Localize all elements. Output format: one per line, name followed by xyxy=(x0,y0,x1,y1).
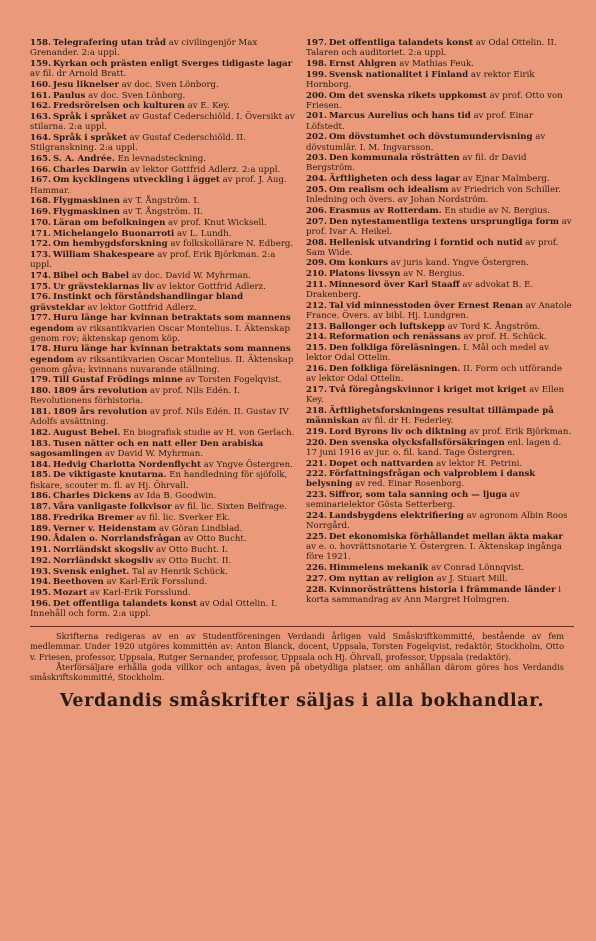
entry-details: av agronom Albin Roos Norrgård. xyxy=(306,511,568,532)
entry-number: 185. xyxy=(30,470,51,481)
entry-details: av prof. Einar Löfstedt. xyxy=(306,111,534,132)
entry-number: 159. xyxy=(30,58,51,69)
entry-number: 227. xyxy=(306,573,327,584)
catalog-entry xyxy=(306,217,574,237)
entry-details: av prof. H. Schück. xyxy=(460,332,547,343)
entry-title: Flygmaskinen xyxy=(52,207,120,218)
catalog-entry xyxy=(30,112,298,132)
entry-details: av riksantikvarien Oscar Montelius. II. Äktenskap genom gåva; kvinnans nuvarande ställning. xyxy=(30,354,294,375)
catalog-entry xyxy=(30,439,298,459)
entry-number: 197. xyxy=(306,38,327,48)
catalog-entry xyxy=(30,428,298,438)
entry-details: Tal av Henrik Schück. xyxy=(129,566,228,577)
entry-title: Den folkliga föreläsningen. xyxy=(328,364,461,375)
entry-title: Fredsrörelsen och kulturen xyxy=(52,101,185,112)
entry-title: Den svenska olycksfallsförsäkringen xyxy=(328,437,505,448)
entry-details: II. Form och utförande av lektor Odal Ottelin. xyxy=(306,364,563,385)
catalog-entry xyxy=(306,206,574,216)
entry-details: av Yngve Östergren. xyxy=(201,459,293,470)
entry-title: Himmelens mekanik xyxy=(328,563,429,574)
entry-details: av Gustaf Cederschiöld. II. Stilgranskning. 2:a uppl. xyxy=(30,132,246,154)
left-column xyxy=(30,38,298,620)
entry-number: 171. xyxy=(30,228,51,239)
entry-number: 203. xyxy=(306,153,327,164)
entry-title: Siffror, som tala sanning och — ljuga xyxy=(328,490,508,501)
entry-title: Verner v. Heidenstam xyxy=(52,523,157,534)
entry-details: av T. Ångström. I. xyxy=(120,196,200,207)
entry-number: 192. xyxy=(30,555,51,566)
entry-title: Svensk nationalitet i Finland xyxy=(328,69,469,80)
catalog-entry xyxy=(306,343,574,363)
entry-details: av e. o. hovrättsnotarie Y. Östergren. I. Äktenskap ingånga före 1921. xyxy=(306,542,563,563)
entry-title: Tusen nätter och en natt eller Den arabiska sagosamlingen xyxy=(30,438,264,459)
catalog-entry xyxy=(30,513,298,523)
entry-number: 226. xyxy=(306,563,327,574)
entry-number: 190. xyxy=(30,534,51,545)
entry-details: En handledning för sjöfolk, fiskare, scouter m. fl. av Hj. Öhrvall. xyxy=(30,470,288,491)
entry-number: 196. xyxy=(30,598,51,609)
entry-details: av doc. Sven Lönborg. xyxy=(118,79,219,90)
entry-details: enl. lagen d. 17 juni 1916 av jur. o. fil. kand. Tage Östergren. xyxy=(306,437,562,458)
catalog-entry xyxy=(30,282,298,292)
entry-title: Språk i språket xyxy=(52,132,127,143)
catalog-entry xyxy=(30,239,298,249)
catalog-entry xyxy=(30,556,298,566)
entry-number: 179. xyxy=(30,375,51,386)
entry-details: av prof. Erik Björkman. 2:a uppl. xyxy=(30,250,276,271)
entry-title: Lord Byrons liv och diktning xyxy=(328,426,467,437)
entry-details: av fil. lic. Sixten Belfrage. xyxy=(171,502,287,513)
catalog-entry xyxy=(306,38,574,58)
catalog-entry xyxy=(306,280,574,300)
catalog-entry xyxy=(30,271,298,281)
entry-details: av Torsten Fogelqvist. xyxy=(182,375,282,386)
catalog-entry xyxy=(30,207,298,217)
entry-title: Erasmus av Rotterdam. xyxy=(328,205,442,216)
entry-title: Om nyttan av religion xyxy=(328,573,434,584)
entry-details: av fil. dr H. Federley. xyxy=(359,416,454,427)
catalog-entry xyxy=(30,80,298,90)
entry-title: Kvinnorösträttens historia i främmande länder xyxy=(328,584,556,595)
catalog-entry xyxy=(30,407,298,427)
entry-details: av prof. Ivar A. Heikel. xyxy=(306,216,572,237)
divider xyxy=(30,626,574,627)
catalog-entry xyxy=(306,269,574,279)
catalog-entry xyxy=(306,490,574,510)
catalog-entry xyxy=(306,301,574,321)
catalog-entry xyxy=(306,563,574,573)
entry-details: av Otto Bucht. xyxy=(180,534,247,545)
catalog-entry xyxy=(30,588,298,598)
entry-title: Våra vanligaste folkvisor xyxy=(52,502,172,513)
entry-title: Om realism och idealism xyxy=(328,184,449,195)
entry-details: av Mathias Feuk. xyxy=(396,58,474,69)
entry-details: av fil. dr Arnold Bratt. xyxy=(30,69,127,80)
entry-details: av fil. lic. Sverker Ek. xyxy=(133,512,230,523)
entry-title: Om kycklingens utveckling i ägget xyxy=(52,175,220,186)
entry-number: 181. xyxy=(30,407,51,418)
entry-number: 221. xyxy=(306,458,327,469)
entry-number: 182. xyxy=(30,428,51,439)
entry-number: 207. xyxy=(306,216,327,227)
notice-paragraph-1: Skrifterna redigeras av en av Studentföreningen Verdandi årligen vald Småskriftkommitté, bestående av fem medlemmar. Under 1920 utgöres kommittén av: Anton Blanck, docent, Uppsala, Torsten Fogelqvist, redaktör, Stockholm, Otto v. Friesen, professor, Uppsala, Rutger Sernander, professor, Uppsala och Hj. Öhrvall, professor, Uppsala (redaktör). xyxy=(30,630,564,662)
entry-details: av T. Ångström. II. xyxy=(120,207,203,218)
entry-title: Norrländskt skogsliv xyxy=(52,555,154,566)
entry-title: Kyrkan och prästen enligt Sverges tidigaste lagar xyxy=(52,58,293,69)
entry-details: av Odal Ottelin. II. Talaren och auditoriet. 2:a uppl. xyxy=(306,38,557,59)
entry-details: En levnadsteckning. xyxy=(114,153,207,164)
catalog-entry xyxy=(30,375,298,385)
catalog-entry xyxy=(306,459,574,469)
catalog-entry xyxy=(30,38,298,58)
entry-title: Ballonger och luftskepp xyxy=(328,321,445,332)
catalog-entry xyxy=(306,59,574,69)
catalog-entry xyxy=(30,313,298,343)
entry-title: Bibel och Babel xyxy=(52,270,129,281)
entry-details: av riksantikvarien Oscar Montelius. I. Äktenskap genom rov; äktenskap genom köp. xyxy=(30,323,290,344)
entry-number: 184. xyxy=(30,459,51,470)
entry-title: Huru länge har kvinnan betraktats som mannens egendom xyxy=(30,344,291,365)
catalog-entry xyxy=(30,524,298,534)
entry-details: av advokat B. E. Drakenberg. xyxy=(306,279,534,301)
entry-details: av prof. Otto von Friesen. xyxy=(306,90,563,111)
entry-number: 187. xyxy=(30,502,51,513)
entry-number: 220. xyxy=(306,437,327,448)
entry-number: 224. xyxy=(306,511,327,522)
entry-title: Den nytestamentliga textens ursprungliga form xyxy=(328,216,559,227)
entry-title: Den folkliga föreläsningen. xyxy=(328,343,461,354)
entry-details: i korta sammandrag av Ann Margret Holmgren. xyxy=(306,584,562,605)
entry-title: Ernst Ahlgren xyxy=(328,58,397,69)
committee-notice xyxy=(30,631,574,683)
entry-number: 191. xyxy=(30,545,51,556)
entry-title: Till Gustaf Frödings minne xyxy=(52,375,183,386)
entry-number: 194. xyxy=(30,577,51,588)
entry-details: av L. Lundh. xyxy=(174,228,232,239)
entry-number: 175. xyxy=(30,281,51,292)
entry-number: 186. xyxy=(30,491,51,502)
entry-details: av rektor Eirik Hornborg. xyxy=(306,69,535,90)
catalog-entry xyxy=(306,70,574,90)
catalog-entry xyxy=(30,386,298,406)
catalog-entry xyxy=(30,91,298,101)
catalog-entry xyxy=(306,511,574,531)
catalog-entry xyxy=(30,344,298,374)
entry-title: Det offentliga talandets konst xyxy=(328,38,474,48)
entry-title: Huru länge har kvinnan betraktats som mannens egendom xyxy=(30,313,291,334)
entry-number: 165. xyxy=(30,153,51,164)
entry-details: av seminarielektor Gösta Setterberg. xyxy=(306,490,520,511)
catalog-entry xyxy=(306,406,574,426)
catalog-entry xyxy=(30,470,298,490)
entry-number: 176. xyxy=(30,292,51,303)
entry-number: 219. xyxy=(306,426,327,437)
entry-number: 208. xyxy=(306,237,327,248)
catalog-entry xyxy=(306,585,574,605)
notice-paragraph-2: Återförsäljare erhålla goda villkor och antagas, även på obetydliga platser, om anhållan därom göres hos Verdandis småskriftskommitté, Stockholm. xyxy=(30,661,564,683)
entry-title: Beethoven xyxy=(52,577,104,588)
catalog-entry xyxy=(306,91,574,111)
entry-title: Den kommunala rösträtten xyxy=(328,153,460,164)
entry-number: 205. xyxy=(306,184,327,195)
entry-title: Om dövstumhet och dövstumundervisning xyxy=(328,132,533,143)
catalog-entry xyxy=(30,502,298,512)
entry-details: av David W. Myhrman. xyxy=(102,448,204,459)
catalog-entry xyxy=(306,385,574,405)
catalog-entry xyxy=(306,322,574,332)
entry-details: av Ejnar Malmberg. xyxy=(460,174,550,185)
entry-details: av Odal Ottelin. I. Innehåll och form. 2:a uppl. xyxy=(30,598,278,619)
entry-number: 188. xyxy=(30,512,51,523)
entry-details: av prof. Erik Björkman. xyxy=(466,426,572,437)
entry-details: av prof. Nils Edén. II. Gustav IV Adolfs avsättning. xyxy=(30,407,289,428)
catalog-entry xyxy=(306,532,574,562)
entry-details: av doc. David W. Myhrman. xyxy=(128,270,251,281)
entry-details: av prof. Sam Wide. xyxy=(306,237,559,258)
entry-number: 193. xyxy=(30,566,51,577)
entry-number: 206. xyxy=(306,205,327,216)
catalog-entry xyxy=(306,364,574,384)
catalog-entry xyxy=(306,469,574,489)
entry-title: Ärftlighetsforskningens resultat tillämpade på människan xyxy=(306,405,554,427)
entry-title: Om det svenska rikets uppkomst xyxy=(328,90,487,101)
entry-title: Författningsfrågan och valproblem i dansk belysning xyxy=(306,469,536,490)
catalog-entry xyxy=(30,196,298,206)
catalog-entry xyxy=(30,491,298,501)
entry-details: av lektor H. Petrini. xyxy=(433,458,523,469)
entry-details: av lektor Gottfrid Adlerz. 2:a uppl. xyxy=(127,164,281,175)
entry-number: 173. xyxy=(30,250,51,261)
entry-details: En studie av N. Bergius. xyxy=(441,205,550,216)
catalog-entry xyxy=(306,258,574,268)
entry-number: 158. xyxy=(30,38,51,48)
catalog-entry xyxy=(306,153,574,173)
entry-title: Språk i språket xyxy=(52,112,127,123)
entry-number: 198. xyxy=(306,58,327,69)
catalog-entry xyxy=(30,154,298,164)
entry-title: Hedvig Charlotta Nordenflycht xyxy=(52,459,202,470)
entry-number: 174. xyxy=(30,270,51,281)
entry-number: 202. xyxy=(306,132,327,143)
catalog-entry xyxy=(306,438,574,458)
entry-number: 216. xyxy=(306,364,327,375)
entry-title: De viktigaste knutarna. xyxy=(52,470,167,481)
entry-details: av dövstumlär. I. M. Ingvarsson. xyxy=(306,132,546,153)
entry-number: 222. xyxy=(306,469,327,480)
entry-number: 210. xyxy=(306,269,327,280)
catalog-entry xyxy=(30,250,298,270)
entry-title: Mozart xyxy=(52,588,88,599)
entry-details: En biografisk studie av H. von Gerlach. xyxy=(120,428,295,439)
entry-details: av doc. Sven Lönborg. xyxy=(85,90,186,101)
entry-details: av Karl-Erik Forsslund. xyxy=(87,588,191,599)
entry-title: Telegrafering utan tråd xyxy=(52,38,166,48)
entry-number: 178. xyxy=(30,344,51,355)
entry-title: Tal vid minnesstoden över Ernest Renan xyxy=(328,300,523,311)
entry-details: av civilingenjör Max Grenander. 2:a uppl. xyxy=(30,38,258,59)
sales-slogan: Verdandis småskrifter säljas i alla bokhandlar. xyxy=(59,690,545,711)
entry-number: 163. xyxy=(30,112,51,123)
entry-number: 183. xyxy=(30,438,51,449)
entry-number: 161. xyxy=(30,90,51,101)
entry-title: Hellenisk utvandring i forntid och nutid xyxy=(328,237,523,248)
entry-details: av J. Stuart Mill. xyxy=(433,573,508,584)
entry-title: Norrländskt skogsliv xyxy=(52,545,154,556)
entry-number: 218. xyxy=(306,405,327,416)
entry-title: William Shakespeare xyxy=(52,250,155,261)
entry-details: av red. Einar Rosenborg. xyxy=(352,479,465,490)
entry-details: av Friedrich von Schiller. Inledning och övers. av Johan Nordström. xyxy=(306,184,562,206)
entry-title: Läran om befolkningen xyxy=(52,217,166,228)
entry-number: 195. xyxy=(30,588,51,599)
catalog-entry xyxy=(306,132,574,152)
entry-details: av Ida B. Goodwin. xyxy=(131,491,217,502)
entry-number: 214. xyxy=(306,332,327,343)
entry-title: Om konkurs xyxy=(328,258,389,269)
entry-title: Svensk enighet. xyxy=(52,566,130,577)
entry-number: 166. xyxy=(30,164,51,175)
entry-number: 164. xyxy=(30,132,51,143)
entry-details: av Tord K. Ångström. xyxy=(444,321,541,332)
catalog-entry xyxy=(306,111,574,131)
entry-details: av Conrad Lönnqvist. xyxy=(428,563,525,574)
entry-title: Jesu liknelser xyxy=(52,79,119,90)
entry-number: 201. xyxy=(306,111,327,122)
entry-title: S. A. Andrée. xyxy=(52,153,115,164)
catalog-entry xyxy=(30,101,298,111)
entry-details: av Göran Lindblad. xyxy=(156,523,243,534)
entry-details: av Otto Bucht. II. xyxy=(153,555,232,566)
entry-number: 180. xyxy=(30,386,51,397)
entry-title: Ur grävsteklarnas liv xyxy=(52,281,154,292)
entry-number: 168. xyxy=(30,196,51,207)
catalog-entry xyxy=(30,534,298,544)
catalog-entry xyxy=(306,427,574,437)
entry-details: av lektor Gottfrid Adlerz. xyxy=(153,281,266,292)
entry-number: 223. xyxy=(306,490,327,501)
entry-title: Det ekonomiska förhållandet mellan äkta makar xyxy=(328,531,563,542)
entry-title: Fredrika Bremer xyxy=(52,512,134,523)
catalog-columns xyxy=(30,38,574,620)
entry-details: av Otto Bucht. I. xyxy=(153,545,228,556)
catalog-entry xyxy=(30,59,298,79)
catalog-entry xyxy=(306,185,574,205)
entry-details: av lektor Gottfrid Adlerz. xyxy=(84,302,197,313)
catalog-entry xyxy=(30,292,298,312)
entry-details: av Karl-Erik Forsslund. xyxy=(103,577,208,588)
catalog-entry xyxy=(306,574,574,584)
entry-title: Om hembygdsforskning xyxy=(52,239,168,250)
entry-details: av prof. Knut Wicksell. xyxy=(165,217,267,228)
entry-details: av Anatole France. Övers. av bibl. Hj. Lundgren. xyxy=(306,300,572,321)
catalog-entry xyxy=(30,165,298,175)
entry-details: av prof. Nils Edén. I. Revolutionens förhistoria. xyxy=(30,386,240,407)
entry-number: 217. xyxy=(306,385,327,396)
entry-details: I. Mål och medel av lektor Odal Ottelin. xyxy=(306,343,549,364)
catalog-entry xyxy=(306,238,574,258)
entry-number: 225. xyxy=(306,531,327,542)
entry-title: Ådalen o. Norrlandsfrågan xyxy=(52,534,181,545)
entry-number: 228. xyxy=(306,584,327,595)
entry-details: av N. Bergius. xyxy=(400,269,465,280)
entry-title: 1809 års revolution xyxy=(52,407,148,418)
entry-number: 199. xyxy=(306,69,327,80)
right-column xyxy=(306,38,574,620)
entry-details: av juris kand. Yngve Östergren. xyxy=(388,258,529,269)
entry-number: 169. xyxy=(30,207,51,218)
catalog-entry xyxy=(30,599,298,619)
entry-title: 1809 års revolution xyxy=(52,386,148,397)
entry-number: 212. xyxy=(306,300,327,311)
entry-number: 211. xyxy=(306,279,327,290)
entry-details: av fil. dr David Bergström. xyxy=(306,153,527,174)
catalog-entry xyxy=(30,460,298,470)
entry-details: av Gustaf Cederschiöld. I. Översikt av stilarna. 2:a uppl. xyxy=(30,112,295,133)
entry-title: Två föregångskvinnor i kriget mot kriget xyxy=(328,385,527,396)
entry-title: August Bebel. xyxy=(52,428,121,439)
entry-details: av folkskollärare N. Edberg. xyxy=(167,239,294,250)
entry-title: Landsbygdens elektrifiering xyxy=(328,511,464,522)
catalog-entry xyxy=(306,174,574,184)
entry-title: Marcus Aurelius och hans tid xyxy=(328,111,471,122)
catalog-entry xyxy=(30,567,298,577)
entry-title: Minnesord över Karl Staaff xyxy=(328,279,460,290)
entry-number: 215. xyxy=(306,343,327,354)
entry-title: Flygmaskinen xyxy=(52,196,120,207)
entry-number: 200. xyxy=(306,90,327,101)
catalog-entry xyxy=(30,577,298,587)
catalog-entry xyxy=(30,218,298,228)
entry-number: 209. xyxy=(306,258,327,269)
entry-title: Dopet och nattvarden xyxy=(328,458,434,469)
catalog-entry xyxy=(30,175,298,195)
catalog-entry xyxy=(30,133,298,153)
entry-number: 204. xyxy=(306,174,327,185)
entry-number: 172. xyxy=(30,239,51,250)
entry-number: 189. xyxy=(30,523,51,534)
entry-title: Reformation och renässans xyxy=(328,332,461,343)
entry-details: av E. Key. xyxy=(184,101,230,112)
entry-number: 213. xyxy=(306,321,327,332)
entry-number: 167. xyxy=(30,175,51,186)
entry-number: 160. xyxy=(30,79,51,90)
entry-title: Ärftligheten och dess lagar xyxy=(328,174,461,185)
entry-title: Instinkt och förståndshandlingar bland grävsteklar xyxy=(30,292,244,313)
entry-title: Platons livssyn xyxy=(328,269,401,280)
entry-number: 170. xyxy=(30,217,51,228)
entry-title: Charles Darwin xyxy=(52,164,128,175)
catalog-entry xyxy=(306,332,574,342)
entry-number: 177. xyxy=(30,313,51,324)
entry-title: Paulus xyxy=(52,90,86,101)
entry-title: Charles Dickens xyxy=(52,491,132,502)
entry-number: 162. xyxy=(30,101,51,112)
entry-details: av prof. J. Aug. Hammar. xyxy=(30,175,287,196)
catalog-entry xyxy=(30,545,298,555)
entry-details: av Ellen Key. xyxy=(306,385,565,406)
entry-title: Det offentliga talandets konst xyxy=(52,598,198,609)
catalog-entry xyxy=(30,229,298,239)
entry-title: Michelangelo Buonarroti xyxy=(52,228,175,239)
